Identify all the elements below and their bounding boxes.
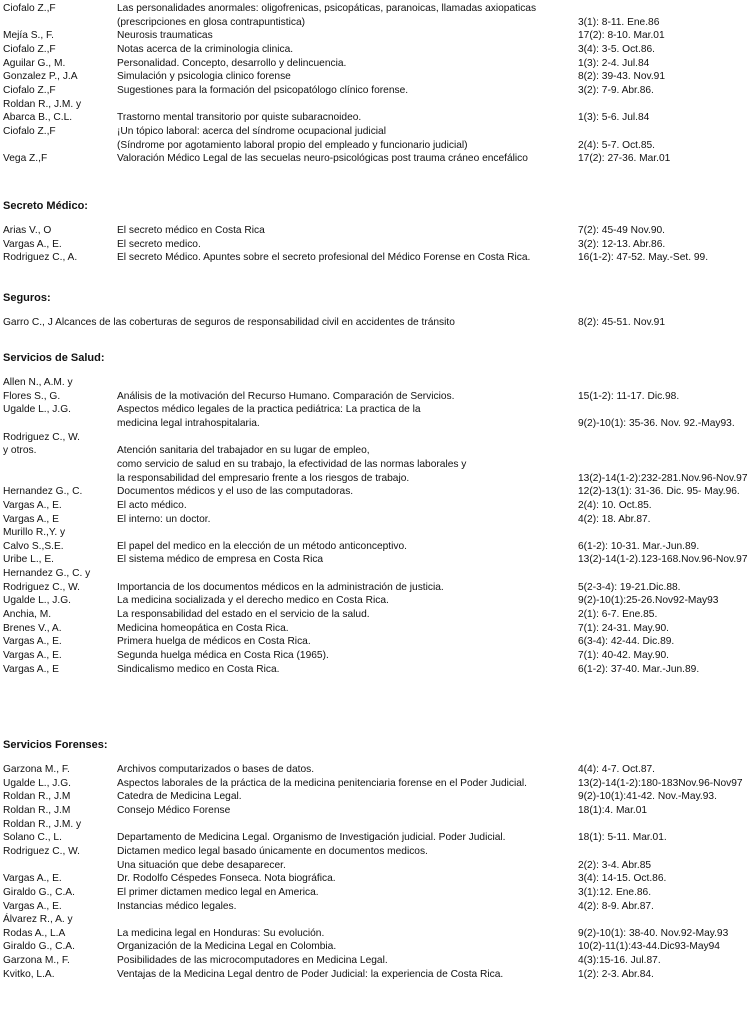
reference-text: 16(1-2): 47-52. May.-Set. 99. [578,252,709,263]
citation-row [0,16,756,29]
reference-text: 4(2): 18. Abr.87. [578,514,651,525]
author-text: Kvitko, L.A. [3,969,55,980]
citation-row [0,485,756,498]
citation-row [0,251,756,264]
author-text: Rodriguez C., W. [3,846,80,857]
reference-text: 4(4): 4-7. Oct.87. [578,764,656,775]
citation-row [0,927,756,940]
author-text: Roldan R., J.M [3,805,71,816]
author-text: Calvo S.,S.E. [3,541,64,552]
title-text: Análisis de la motivación del Recurso Humano. Comparación de Servicios. [117,391,455,402]
title-text: El papel del medico en la elección de un método anticonceptivo. [117,541,407,552]
title-text: La medicina socializada y el derecho medico en Costa Rica. [117,595,389,606]
title-text: El primer dictamen medico legal en America. [117,887,319,898]
reference-text: 3(4): 3-5. Oct.86. [578,44,656,55]
section-heading: Servicios de Salud: [3,352,105,364]
title-text: ¡Un tópico laboral: acerca del síndrome ocupacional judicial [117,126,386,137]
reference-text: 18(1):4. Mar.01 [578,805,648,816]
title-text: como servicio de salud en su trabajo, la efectividad de las normas laborales y [117,459,467,470]
citation-row [0,238,756,251]
citation-row [0,540,756,553]
citation-row [0,111,756,124]
author-text: Rodriguez C., W. [3,582,80,593]
citation-row [0,224,756,237]
reference-text: 4(2): 8-9. Abr.87. [578,901,654,912]
citation-row [0,84,756,97]
citation-row [0,152,756,165]
author-text: Giraldo G., C.A. [3,887,75,898]
author-text: Roldan R., J.M. y [3,819,82,830]
author-text: Vargas A., E. [3,636,62,647]
citation-row [0,831,756,844]
citation-row [0,804,756,817]
title-text: Aspectos laborales de la práctica de la medicina penitenciaria forense en el Poder Judicial. [117,778,528,789]
reference-text: 3(2): 7-9. Abr.86. [578,85,654,96]
title-text: Sugestiones para la formación del psicopatólogo clínico forense. [117,85,409,96]
citation-row [0,98,756,111]
reference-text: 2(4): 10. Oct.85. [578,500,652,511]
reference-text: 2(4): 5-7. Oct.85. [578,140,656,151]
reference-text: 17(2): 8-10. Mar.01 [578,30,665,41]
reference-text: 9(2)-10(1):25-26.Nov92-May93 [578,595,719,606]
section-heading: Servicios Forenses: [3,739,108,751]
citation-row [0,913,756,926]
citation-row [0,940,756,953]
citation-row [0,2,756,15]
title-text: El secreto Médico. Apuntes sobre el secreto profesional del Médico Forense en Costa Rica. [117,252,531,263]
title-text: Segunda huelga médica en Costa Rica (1965). [117,650,329,661]
reference-text: 7(1): 40-42. May.90. [578,650,669,661]
title-text: Posibilidades de las microcomputadores en Medicina Legal. [117,955,388,966]
author-text: Gonzalez P., J.A [3,71,78,82]
author-text: y otros. [3,445,37,456]
reference-text: 6(3-4): 42-44. Dic.89. [578,636,675,647]
title-text: Atención sanitaria del trabajador en su lugar de empleo, [117,445,370,456]
title-text: Documentos médicos y el uso de las computadoras. [117,486,354,497]
author-text: Vargas A., E. [3,500,62,511]
title-text: Aspectos médico legales de la practica pediátrica: La practica de la [117,404,421,415]
author-text: Garzona M., F. [3,764,70,775]
author-text: Roldan R., J.M [3,791,71,802]
reference-text: 7(2): 45-49 Nov.90. [578,225,666,236]
reference-text: 3(1):12. Ene.86. [578,887,652,898]
author-text: Vargas A., E. [3,650,62,661]
citation-row [0,125,756,138]
author-text: Ciofalo Z.,F [3,44,56,55]
author-text: Brenes V., A. [3,623,62,634]
author-text: Arias V., O [3,225,52,236]
title-text: El interno: un doctor. [117,514,211,525]
title-text: la responsabilidad del empresario frente a los riesgos de trabajo. [117,473,410,484]
reference-text: 12(2)-13(1): 31-36. Dic. 95- May.96. [578,486,740,497]
reference-text: 5(2-3-4): 19-21.Dic.88. [578,582,681,593]
reference-text: 9(2)-10(1):41-42. Nov.-May.93. [578,791,717,802]
reference-text: 6(1-2): 37-40. Mar.-Jun.89. [578,664,700,675]
citation-row [0,594,756,607]
citation-row [0,649,756,662]
citation-row [0,417,756,430]
citation-row [0,431,756,444]
citation-row [0,900,756,913]
citation-row [0,608,756,621]
citation-row [0,818,756,831]
author-text: Hernandez G., C. [3,486,83,497]
author-text: Flores S., G. [3,391,61,402]
title-text: Instancias médico legales. [117,901,237,912]
author-text: Abarca B., C.L. [3,112,73,123]
author-text: Aguilar G., M. [3,58,66,69]
title-text: (Síndrome por agotamiento laboral propio del empleado y funcionario judicial) [117,140,468,151]
citation-row [0,845,756,858]
reference-text: 3(1): 8-11. Ene.86 [578,17,660,28]
citation-row [0,513,756,526]
title-text: Sindicalismo medico en Costa Rica. [117,664,280,675]
citation-row [0,553,756,566]
citation-row [0,29,756,42]
title-text: Archivos computarizados o bases de datos. [117,764,315,775]
reference-text: 9(2)-10(1): 35-36. Nov. 92.-May93. [578,418,735,429]
citation-row [0,499,756,512]
author-text: Vargas A., E. [3,239,62,250]
reference-text: 15(1-2): 11-17. Dic.98. [578,391,680,402]
title-text: Departamento de Medicina Legal. Organismo de Investigación judicial. Poder Judicial. [117,832,506,843]
reference-text: 8(2): 45-51. Nov.91 [578,317,666,328]
reference-text: 2(2): 3-4. Abr.85 [578,860,652,871]
author-text: Ugalde L., J.G. [3,404,71,415]
citation-row [0,635,756,648]
citation-row [0,376,756,389]
reference-text: 1(2): 2-3. Abr.84. [578,969,654,980]
citation-row [0,954,756,967]
citation-row [0,57,756,70]
author-text: Murillo R.,Y. y [3,527,66,538]
reference-text: 2(1): 6-7. Ene.85. [578,609,658,620]
reference-text: 3(4): 14-15. Oct.86. [578,873,667,884]
citation-row [0,458,756,471]
reference-text: 18(1): 5-11. Mar.01. [578,832,667,843]
citation-row [0,763,756,776]
citation-row [0,581,756,594]
citation-row [0,526,756,539]
author-text: Ugalde L., J.G. [3,595,71,606]
author-text: Solano C., L. [3,832,62,843]
citation-row [0,316,756,329]
author-text: Rodas A., L.A [3,928,66,939]
citation-row [0,70,756,83]
author-text: Ciofalo Z.,F [3,85,56,96]
author-text: Hernandez G., C. y [3,568,91,579]
citation-row [0,567,756,580]
title-text: Organización de la Medicina Legal en Colombia. [117,941,337,952]
reference-text: 6(1-2): 10-31. Mar.-Jun.89. [578,541,700,552]
title-text: El acto médico. [117,500,187,511]
citation-row [0,622,756,635]
author-text: Ciofalo Z.,F [3,3,56,14]
reference-text: 13(2)-14(1-2):232-281.Nov.96-Nov.97 [578,473,748,484]
reference-text: 17(2): 27-36. Mar.01 [578,153,671,164]
reference-text: 13(2)-14(1-2).123-168.Nov.96-Nov.97 [578,554,748,565]
reference-text: 4(3):15-16. Jul.87. [578,955,661,966]
title-text: Catedra de Medicina Legal. [117,791,242,802]
author-text: Rodriguez C., W. [3,432,80,443]
author-text: Ciofalo Z.,F [3,126,56,137]
title-text: Neurosis traumaticas [117,30,213,41]
reference-text: 1(3): 2-4. Jul.84 [578,58,650,69]
author-text: Vega Z.,F [3,153,48,164]
citation-row [0,859,756,872]
title-text: Importancia de los documentos médicos en la administración de justicia. [117,582,444,593]
title-text: Valoración Médico Legal de las secuelas neuro-psicológicas post trauma cráneo encefálico [117,153,528,164]
reference-text: 1(3): 5-6. Jul.84 [578,112,650,123]
citation-row [0,663,756,676]
citation-row [0,872,756,885]
author-text: Anchia, M. [3,609,52,620]
section-heading: Secreto Médico: [3,200,88,212]
section-heading: Seguros: [3,292,51,304]
reference-text: 7(1): 24-31. May.90. [578,623,669,634]
title-text: El secreto medico. [117,239,201,250]
citation-row [0,968,756,981]
citation-row [0,790,756,803]
title-text: Primera huelga de médicos en Costa Rica. [117,636,311,647]
author-text: Giraldo G., C.A. [3,941,75,952]
title-text: Trastorno mental transitorio por quiste subaracnoideo. [117,112,362,123]
citation-row [0,777,756,790]
author-text: Garro C., J Alcances de las coberturas de seguros de responsabilidad civil en accidentes de tránsito [3,317,455,328]
citation-row [0,444,756,457]
citation-row [0,403,756,416]
citation-row [0,886,756,899]
title-text: Notas acerca de la criminologia clinica. [117,44,294,55]
title-text: La responsabilidad del estado en el servicio de la salud. [117,609,370,620]
author-text: Álvarez R., A. y [3,914,73,925]
author-text: Garzona M., F. [3,955,70,966]
reference-text: 9(2)-10(1): 38-40. Nov.92-May.93 [578,928,729,939]
reference-text: 10(2)-11(1):43-44.Dic93-May94 [578,941,720,952]
author-text: Mejía S., F. [3,30,54,41]
title-text: Medicina homeopática en Costa Rica. [117,623,289,634]
author-text: Vargas A., E. [3,873,62,884]
title-text: La medicina legal en Honduras: Su evolución. [117,928,325,939]
author-text: Uribe L., E. [3,554,54,565]
reference-text: 8(2): 39-43. Nov.91 [578,71,666,82]
title-text: (prescripciones en glosa contrapuntistica) [117,17,305,28]
title-text: Las personalidades anormales: oligofrenicas, psicopáticas, paranoicas, llamadas axiopaticas [117,3,537,14]
citation-row [0,390,756,403]
title-text: Consejo Médico Forense [117,805,231,816]
title-text: Ventajas de la Medicina Legal dentro de Poder Judicial: la experiencia de Costa Rica. [117,969,504,980]
title-text: medicina legal intrahospitalaria. [117,418,260,429]
title-text: El sistema médico de empresa en Costa Rica [117,554,324,565]
reference-text: 13(2)-14(1-2):180-183Nov.96-Nov97 [578,778,743,789]
title-text: Personalidad. Concepto, desarrollo y delincuencia. [117,58,347,69]
title-text: Una situación que debe desaparecer. [117,860,286,871]
author-text: Vargas A., E [3,664,59,675]
author-text: Roldan R., J.M. y [3,99,82,110]
citation-row [0,472,756,485]
citation-row [0,139,756,152]
author-text: Vargas A., E [3,514,59,525]
reference-text: 3(2): 12-13. Abr.86. [578,239,666,250]
author-text: Ugalde L., J.G. [3,778,71,789]
title-text: Dictamen medico legal basado únicamente en documentos medicos. [117,846,428,857]
title-text: El secreto médico en Costa Rica [117,225,265,236]
author-text: Vargas A., E. [3,901,62,912]
author-text: Allen N., A.M. y [3,377,73,388]
title-text: Dr. Rodolfo Céspedes Fonseca. Nota biográfica. [117,873,336,884]
citation-row [0,43,756,56]
title-text: Simulación y psicologia clinico forense [117,71,291,82]
author-text: Rodriguez C., A. [3,252,78,263]
